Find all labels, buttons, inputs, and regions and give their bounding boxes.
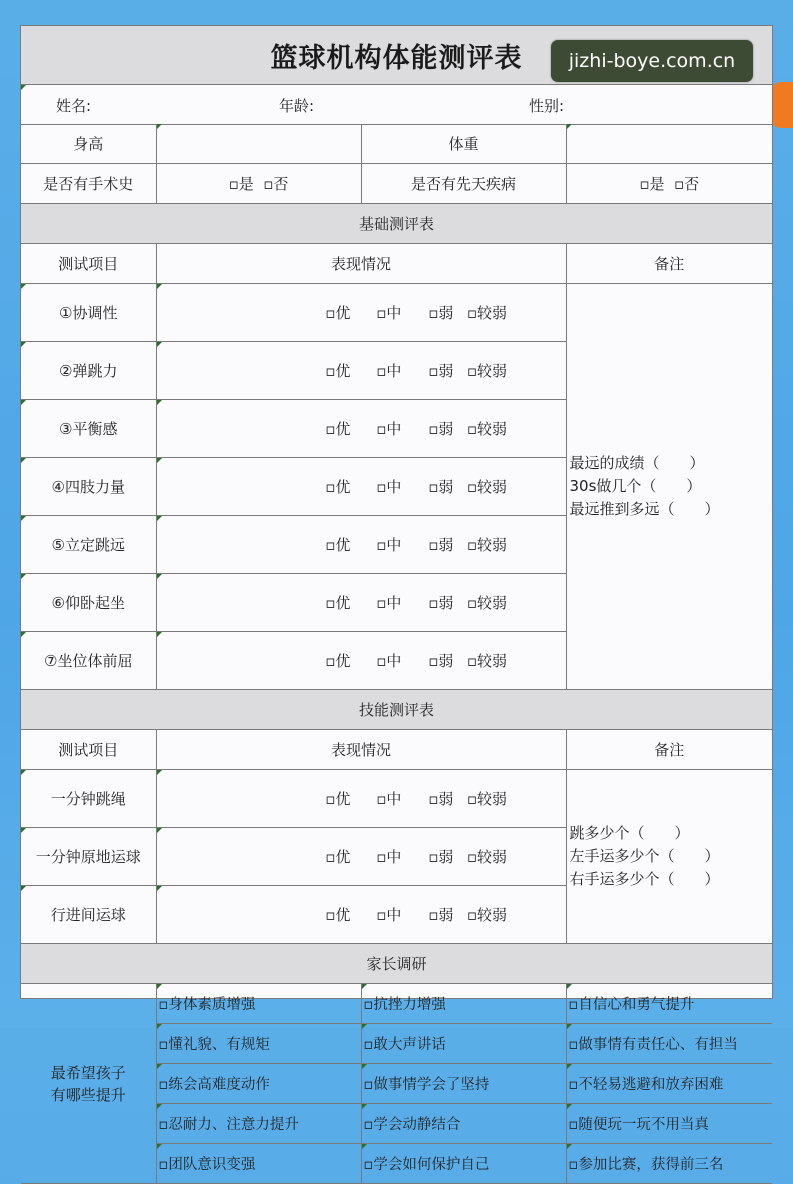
basic-item-1: ①协调性 (21, 284, 156, 342)
rating-weaker[interactable]: ▫较弱 (466, 848, 508, 866)
basic-notes (566, 284, 772, 690)
rating-weaker[interactable]: ▫较弱 (466, 362, 508, 380)
skill-item-3: 行进间运球 (21, 886, 156, 944)
basic-item-7: ⑦坐位体前屈 (21, 632, 156, 690)
basic-item-5: ⑤立定跳远 (21, 516, 156, 574)
rating-weaker[interactable]: ▫较弱 (466, 536, 508, 554)
rating-excellent[interactable]: ▫优 (325, 420, 351, 438)
rating-excellent[interactable]: ▫优 (325, 304, 351, 322)
surgery-label: 是否有手术史 (21, 164, 156, 204)
basic-col-note: 备注 (566, 244, 772, 284)
rating-options[interactable] (156, 632, 566, 690)
parent-option[interactable]: ▫参加比赛，获得前三名 (566, 1144, 772, 1184)
gender-label: 性别: (529, 97, 565, 115)
rating-options[interactable] (156, 458, 566, 516)
rating-weak[interactable]: ▫弱 (428, 420, 454, 438)
rating-medium[interactable]: ▫中 (376, 848, 402, 866)
rating-medium[interactable]: ▫中 (376, 906, 402, 924)
height-label: 身高 (21, 124, 156, 164)
rating-options[interactable] (156, 284, 566, 342)
rating-medium[interactable]: ▫中 (376, 478, 402, 496)
parent-option[interactable]: ▫身体素质增强 (156, 984, 361, 1024)
parent-option[interactable]: ▫懂礼貌、有规矩 (156, 1024, 361, 1064)
question-line: 有哪些提升 (50, 1085, 126, 1104)
parent-question (21, 984, 156, 1184)
skill-item-2: 一分钟原地运球 (21, 828, 156, 886)
rating-weak[interactable]: ▫弱 (428, 652, 454, 670)
rating-weak[interactable]: ▫弱 (428, 304, 454, 322)
height-field[interactable] (156, 124, 361, 164)
parent-option[interactable]: ▫抗挫力增强 (361, 984, 566, 1024)
skill-col-perf: 表现情况 (156, 730, 566, 770)
note-line: 左手运多少个（ ） (569, 847, 720, 865)
congenital-label: 是否有先天疾病 (361, 164, 566, 204)
rating-medium[interactable]: ▫中 (376, 420, 402, 438)
rating-options[interactable] (156, 516, 566, 574)
parent-option[interactable]: ▫做事情学会了坚持 (361, 1064, 566, 1104)
rating-weak[interactable]: ▫弱 (428, 906, 454, 924)
rating-excellent[interactable]: ▫优 (325, 652, 351, 670)
rating-excellent[interactable]: ▫优 (325, 594, 351, 612)
note-line: 最远推到多远（ ） (569, 500, 720, 518)
parent-section-title: 家长调研 (21, 944, 772, 984)
parent-option[interactable]: ▫不轻易逃避和放弃困难 (566, 1064, 772, 1104)
basic-section-title: 基础测评表 (21, 204, 772, 244)
name-label: 姓名: (56, 97, 92, 115)
rating-excellent[interactable]: ▫优 (325, 362, 351, 380)
parent-option[interactable]: ▫练会高难度动作 (156, 1064, 361, 1104)
rating-options[interactable] (156, 400, 566, 458)
parent-option[interactable]: ▫忍耐力、注意力提升 (156, 1104, 361, 1144)
skill-notes (566, 770, 772, 944)
rating-options[interactable] (156, 886, 566, 944)
weight-label: 体重 (361, 124, 566, 164)
note-line: 最远的成绩（ ） (569, 454, 705, 472)
rating-excellent[interactable]: ▫优 (325, 906, 351, 924)
rating-options[interactable] (156, 574, 566, 632)
skill-col-item: 测试项目 (21, 730, 156, 770)
side-tab-decoration (771, 82, 793, 128)
basic-col-perf: 表现情况 (156, 244, 566, 284)
rating-options[interactable] (156, 342, 566, 400)
rating-medium[interactable]: ▫中 (376, 536, 402, 554)
rating-weak[interactable]: ▫弱 (428, 790, 454, 808)
rating-medium[interactable]: ▫中 (376, 594, 402, 612)
rating-weak[interactable]: ▫弱 (428, 536, 454, 554)
age-label: 年龄: (279, 97, 315, 115)
parent-option[interactable]: ▫团队意识变强 (156, 1144, 361, 1184)
watermark-badge: jizhi-boye.com.cn (551, 40, 753, 82)
note-line: 右手运多少个（ ） (569, 870, 720, 888)
rating-medium[interactable]: ▫中 (376, 362, 402, 380)
congenital-checkboxes[interactable]: ▫是 ▫否 (566, 164, 772, 204)
basic-item-3: ③平衡感 (21, 400, 156, 458)
assessment-sheet (20, 25, 773, 1173)
rating-weak[interactable]: ▫弱 (428, 478, 454, 496)
rating-weaker[interactable]: ▫较弱 (466, 790, 508, 808)
basic-item-2: ②弹跳力 (21, 342, 156, 400)
rating-weaker[interactable]: ▫较弱 (466, 594, 508, 612)
basic-item-6: ⑥仰卧起坐 (21, 574, 156, 632)
question-line: 最希望孩子 (50, 1063, 126, 1082)
skill-section-title: 技能测评表 (21, 690, 772, 730)
parent-option[interactable]: ▫随便玩一玩不用当真 (566, 1104, 772, 1144)
parent-option[interactable]: ▫自信心和勇气提升 (566, 984, 772, 1024)
basic-item-4: ④四肢力量 (21, 458, 156, 516)
parent-option[interactable]: ▫敢大声讲话 (361, 1024, 566, 1064)
rating-medium[interactable]: ▫中 (376, 652, 402, 670)
rating-weak[interactable]: ▫弱 (428, 594, 454, 612)
note-line: 跳多少个（ ） (569, 824, 690, 842)
rating-medium[interactable]: ▫中 (376, 304, 402, 322)
rating-weak[interactable]: ▫弱 (428, 848, 454, 866)
student-info-row (21, 85, 772, 125)
rating-weaker[interactable]: ▫较弱 (466, 906, 508, 924)
page-title: 篮球机构体能测评表 (270, 42, 523, 74)
assessment-table (21, 124, 772, 1184)
weight-field[interactable] (566, 124, 772, 164)
basic-col-item: 测试项目 (21, 244, 156, 284)
skill-item-1: 一分钟跳绳 (21, 770, 156, 828)
rating-weak[interactable]: ▫弱 (428, 362, 454, 380)
rating-weaker[interactable]: ▫较弱 (466, 652, 508, 670)
surgery-checkboxes[interactable]: ▫是 ▫否 (156, 164, 361, 204)
rating-options[interactable] (156, 828, 566, 886)
rating-medium[interactable]: ▫中 (376, 790, 402, 808)
note-line: 30s做几个（ ） (569, 477, 702, 495)
rating-excellent[interactable]: ▫优 (325, 848, 351, 866)
skill-col-note: 备注 (566, 730, 772, 770)
rating-excellent[interactable]: ▫优 (325, 790, 351, 808)
parent-option[interactable]: ▫做事情有责任心、有担当 (566, 1024, 772, 1064)
rating-options[interactable] (156, 770, 566, 828)
parent-option[interactable]: ▫学会动静结合 (361, 1104, 566, 1144)
rating-excellent[interactable]: ▫优 (325, 478, 351, 496)
parent-option[interactable]: ▫学会如何保护自己 (361, 1144, 566, 1184)
rating-excellent[interactable]: ▫优 (325, 536, 351, 554)
rating-weaker[interactable]: ▫较弱 (466, 420, 508, 438)
rating-weaker[interactable]: ▫较弱 (466, 304, 508, 322)
rating-weaker[interactable]: ▫较弱 (466, 478, 508, 496)
